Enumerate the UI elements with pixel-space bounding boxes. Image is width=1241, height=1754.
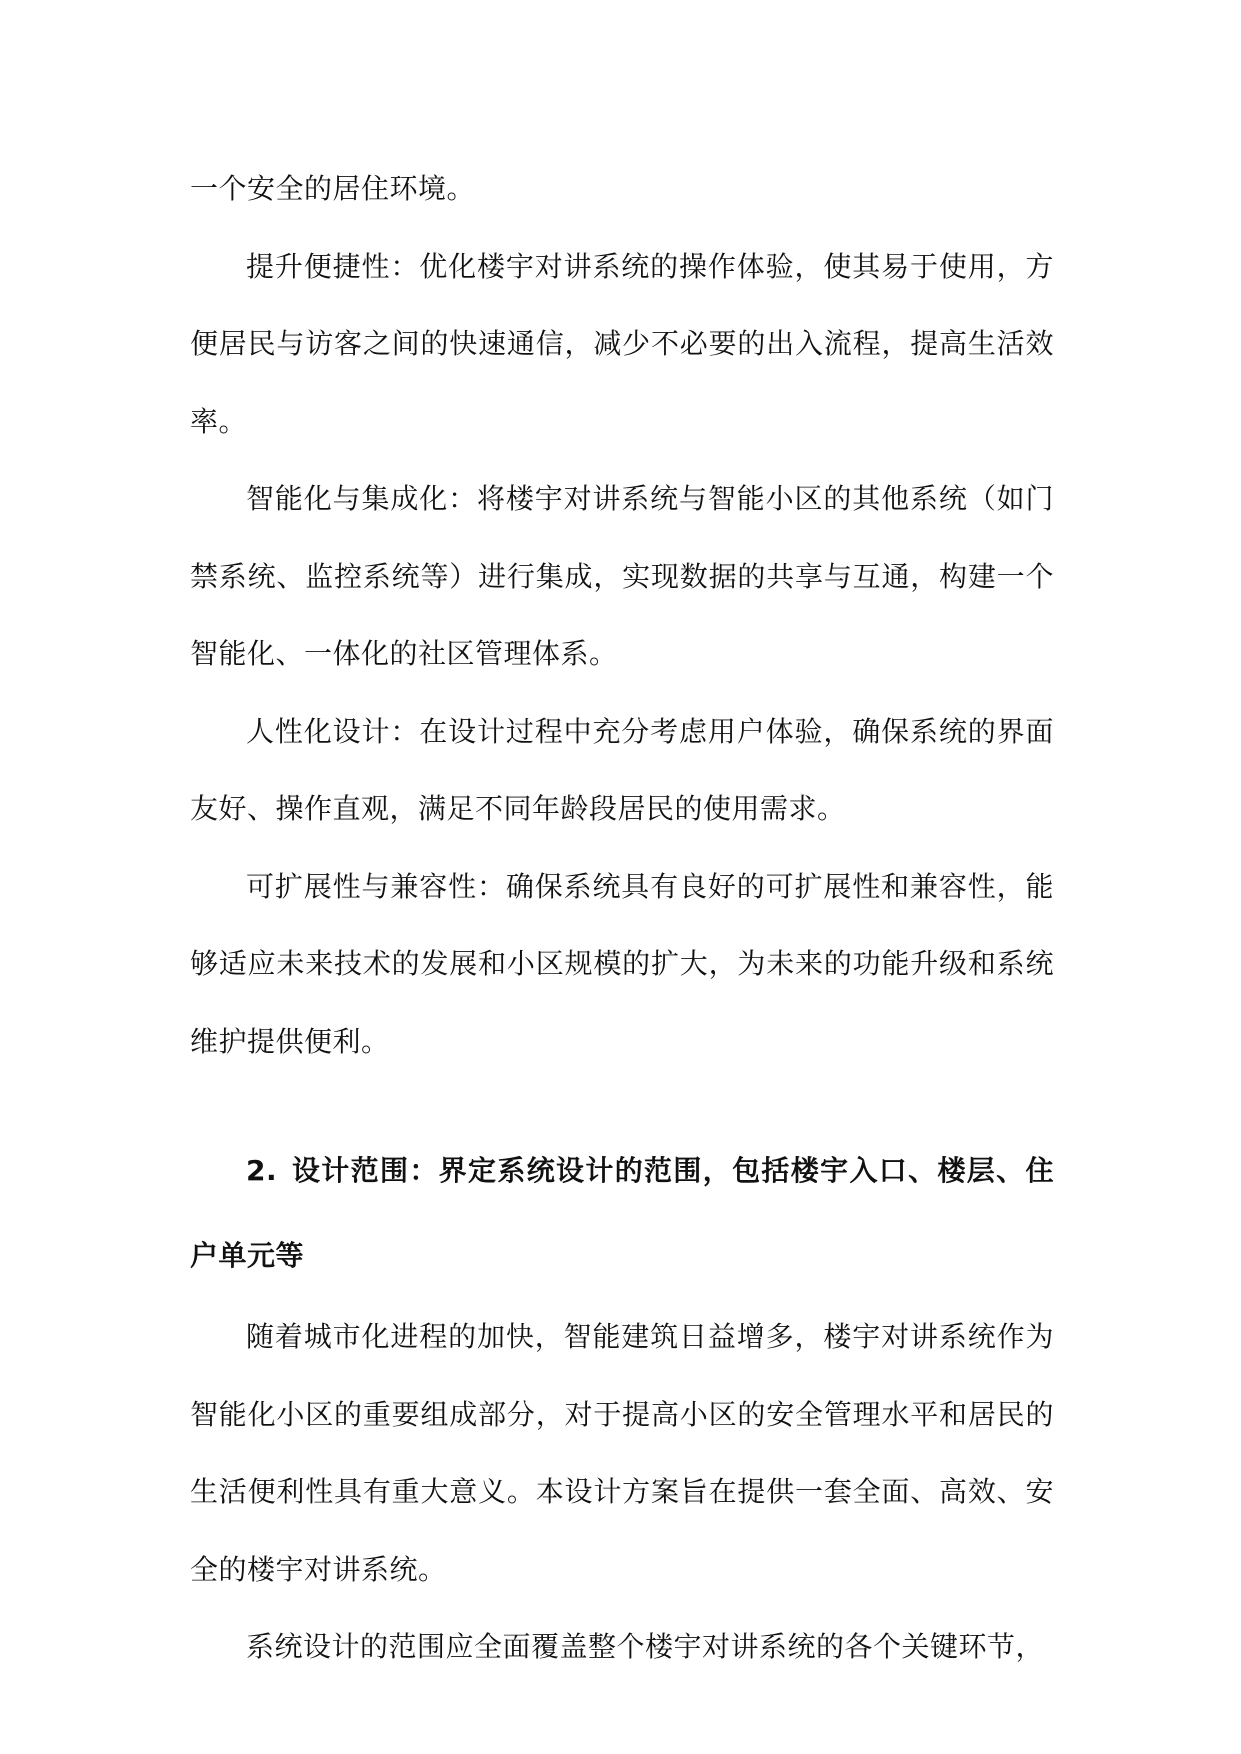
paragraph-humanized: 人性化设计：在设计过程中充分考虑用户体验，确保系统的界面友好、操作直观，满足不同年龄段居民的使用需求。 [190, 714, 1054, 825]
paragraph-background: 随着城市化进程的加快，智能建筑日益增多，楼宇对讲系统作为智能化小区的重要组成部分，对于提高小区的安全管理水平和居民的生活便利性具有重大意义。本设计方案旨在提供一套全面、高效、安全的楼宇对讲系统。 [190, 1320, 1054, 1586]
section-heading [190, 1128, 1054, 1298]
paragraph-continuation: 一个安全的居住环境。 [190, 172, 476, 205]
paragraph-convenience: 提升便捷性：优化楼宇对讲系统的操作体验，使其易于使用，方便居民与访客之间的快速通信，减少不必要的出入流程，提高生活效率。 [190, 249, 1054, 438]
paragraph-scalability: 可扩展性与兼容性：确保系统具有良好的可扩展性和兼容性，能够适应未来技术的发展和小区规模的扩大，为未来的功能升级和系统维护提供便利。 [190, 869, 1054, 1058]
paragraph-scope: 系统设计的范围应全面覆盖整个楼宇对讲系统的各个关键环节， [246, 1630, 1045, 1663]
paragraph-intelligence: 智能化与集成化：将楼宇对讲系统与智能小区的其他系统（如门禁系统、监控系统等）进行集成，实现数据的共享与互通，构建一个智能化、一体化的社区管理体系。 [190, 482, 1054, 670]
section-number: 2. [246, 1154, 278, 1187]
section-title: 设计范围：界定系统设计的范围，包括楼宇入口、楼层、住户单元等 [190, 1154, 1054, 1272]
document-body [190, 150, 1054, 1686]
